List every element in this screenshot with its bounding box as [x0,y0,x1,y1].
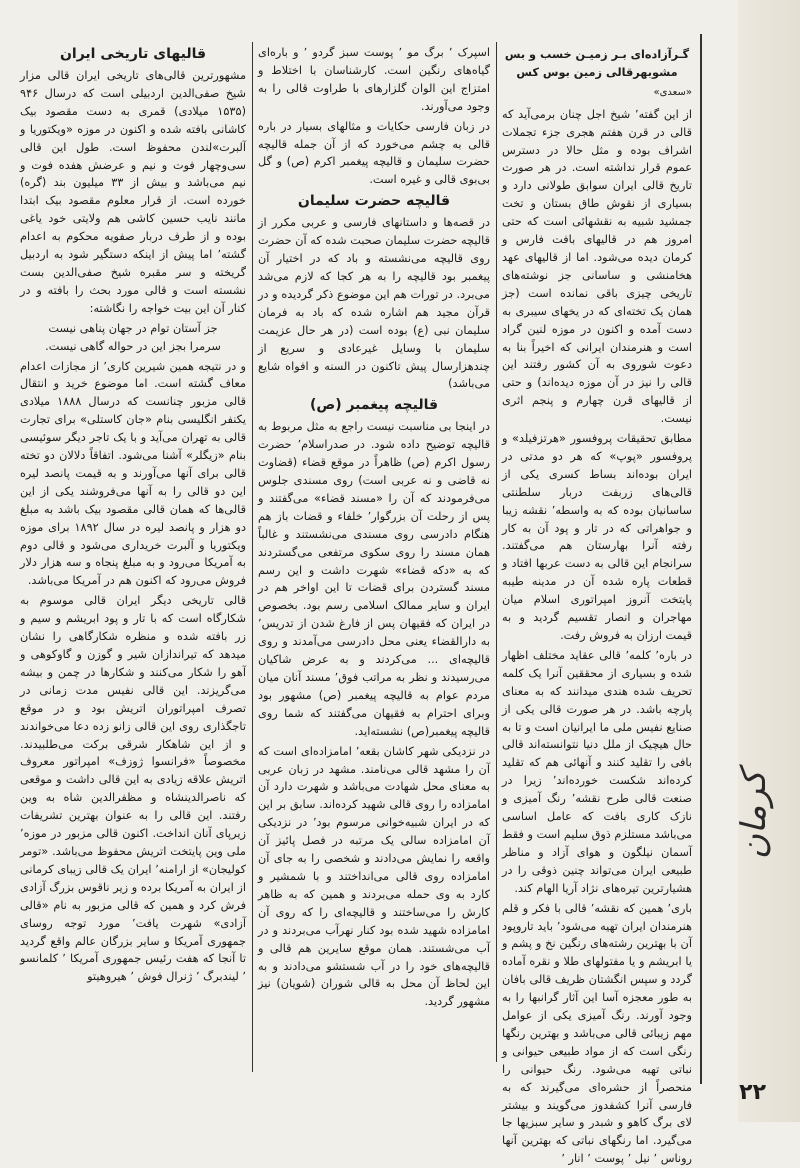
magazine-logo: کرمان [734,770,774,860]
section-heading: قالیهای تاریخی ایران [59,46,207,62]
paragraph: در اینجا بی مناسبت نیست راجع به مثل مربوط به قالیچه توضیح داده شود. در صدراسلام٬ حضرت رسول اکرم (ص) ظاهراً در موقع قضاء (قضاوت نه قاضی و نه عربی است) روی مسندی جلوس می‌فرمودند که آن را «مسند قضاء» می‌گفتند و پس از رحلت آن بزرگوار٬ خلفاء و قضات باز هم هنگام دادرسی روی مسندی می‌نشستند و غالباً همان مسند را روی سکوی مرتفعی می‌گستردند که به «دکه قضاء» شهرت داشت و این رسم مسند گستردن برای قضات تا این اواخر هم در ایران و سایر ممالک اسلامی رسم بود. بخصوص در ایران که فقیهان پس از فارغ شدن از تدریس٬ به دارالقضاء یعنی محل دادرسی می‌آمدند و روی قالیچه‌ای ... می‌کردند و به عرض شاکیان می‌رسیدند و نظر به مراتب فوق٬ مسند آنان میان مردم عوام به قالیچه پیغمبر (ص) مشهور بود وبرای احترام به فقیهان می‌گفتند که شما روی قالیچه پیغمبر(ص) نشسته‌اید. [258,420,490,738]
paragraph: باری٬ همین که نقشه٬ قالی با فکر و قلم هنرمندان ایران تهیه می‌شود٬ باید تاروپود آن با بهترین رشته‌های رنگین نخ و پشم و یا ابریشم و یا مفتولهای طلا و نقره آماده گردد و سپس انگشتان ظریف قالی بافان به طور معجزه آسا این آثار گرانبها را به وجود آورند. رنگ آمیزی یکی از عوامل مهم زیبائی قالی می‌باشد و بهترین رنگها رنگی است که از مواد طبیعی حیوانی و نباتی تهیه می‌شود. رنگ حیوانی را منحصراً از حشره‌ای می‌گیرند که به فارسی آنرا کشفدوز می‌گویند و بیشتر لای برگ کاهو و شبدر و سایر سبزیها جا می‌گیرد. اما رنگهای نباتی که بهترین آنها روناس ٬ نیل ٬ پوست ٬ انار ٬ [502,901,693,1166]
paragraph: در زبان فارسی حکایات و مثالهای بسیار در باره قالی به چشم می‌خورد که از آن جمله قالیچه حضرت سلیمان و قالیچه پیغمبر اکرم (ص) و گل بی‌بوی قالی و غیره است. [258,119,490,187]
column-divider-right [496,42,497,1062]
poem-verse: گـرآزاده‌ای بـر زمیـن خسب و بس مشوبهرقالی زمین بوس کس [504,48,690,79]
paragraph: در نزدیکی شهر کاشان بقعه٬ امامزاده‌ای است که آن را مشهد قالی می‌نامند. مشهد در زبان عربی به معنای محل شهادت می‌باشد و شهرت دارد آن امامزاده را روی قالی شهید کرده‌اند. سابق بر این که در ایران شبیه‌خوانی مرسوم بود٬ در نزدیکی آن امامزاده سالی یک مرتبه در فصل پائیز آن واقعه را نمایش می‌دادند و شخصی را به جای آن امامزاده روی قالی می‌انداختند و با شمشیر و کارد به وی حمله می‌بردند و همین که به ظاهر کارش را می‌ساختند و قالیچه‌ای را که روی آن امامزاده شهید شده بود کنار نهرآب می‌بردند و در آب می‌شستند. همان موقع سایرین هم قالی و قالیچه‌های خود را در آب شستشو می‌دادند و به این لحاظ آن محل به قالی شوران (شویان) نیز مشهور گردید. [258,744,491,1009]
margin-rule [700,34,702,1084]
poem-attribution: «سعدی» [653,86,692,98]
column-divider-left [252,42,253,1072]
section-heading: قالیچه حضرت سلیمان [297,193,451,210]
article-column-right [502,44,693,1166]
page-number: ۲۲ [739,1080,766,1105]
article-column-middle [258,44,490,1074]
article-column-left [20,42,246,1082]
paragraph: از این گفته٬ شیخ اجل چنان برمی‌آید که قالی در قرن هفتم هجری جزء تجملات اشراف بوده و مثل حالا در دسترس عموم قرار نداشته است. در هر صورت تاریخ قالی ایران سوابق طولانی دارد و بسیاری از نقوش طاق بستان و تخت جمشید شبیه به نقشهائی است که حتی امروز هم در قالیهای بافت فارس و کرمان دیده می‌شود. اما از قالیهای عهد هخامنشی و ساسانی جز نوشته‌های تاریخی چیزی باقی نمانده است (جز همان یک تخته‌ای که در یخهای سیبری به دست آمده و اکنون در موزه لنین گراد است و هنرمندان ایرانی که اخیراً بنا به دعوت شوروی به آن کشور رفتند این قالی را نیز در آن موزه دیده‌اند) و حتی از قالیهای قرن چهارم و پنجم اثری نیست. [502,107,692,426]
paragraph: و در نتیجه همین شیرین کاری٬ از مجازات اعدام معاف گشته است. اما موضوع خرید و انتقال قالی مزبور چنانست که درسال ۱۸۸۸ میلادی یکنفر انگلیسی بنام «جان کاستلی» برای تجارت قالی به تهران می‌آید و با یک تاجر دیگر سوئیسی بنام «زیگلر» آشنا می‌شود. اتفاقاً دلالان دو تخته قالی برای آنها می‌آورند و به قیمت پانصد لیره این دو قالی را به آنها می‌فروشند یکی از این قالی‌ها که همان قالی مقصود بیک باشد به مبلغ دو هزار و پانصد لیره در سال ۱۸۹۲ برای موزه ویکتوریا و آلبرت خریداری می‌شود و قالی دوم به آمریکا می‌رود و به مبلغ پنجاه و سه هزار دلار فروش می‌رود که اکنون هم در آمریکا می‌باشد. [20,359,247,588]
paragraph: قالی تاریخی دیگر ایران قالی موسوم به شکارگاه است که با تار و پود ابریشم و سیم و زر بافته شده و منظره شکارگاهی را نشان میدهد که تیراندازان شیر و گوزن و گاوکوهی و آهو را شکار می‌کنند و شکارها در چمن و بیشه می‌گریزند. این قالی نفیس مدت زمانی در تصرف امپراتوران اتریش بود و در موقع تاجگذاری روی این قالی زانو زده دعا می‌خواندند و از این شاهکار شرقی برکت می‌طلبیدند. مخصوصاً «فرانسوا ژوزف» امپراتور معروف اتریش علاقه زیادی به این قالی داشت و موقعی که ناصرالدینشاه و مظفرالدین شاه به وین رفتند. این قالی را به عنوان بهترین تشریفات زیرپای آنان انداخت. اکنون قالی مزبور در موزه٬ ملی وین پایتخت اتریش محفوظ می‌باشد. «تومر کولیجان» از ارامنه٬ ایران یک قالی زیبای کرمانی از ایران به آمریکا برده و زیر ناقوس بزرگ آزادی فرش کرد و همین که قالی مزبور به نام «قالی آزادی» شهرت یافت٬ مورد توجه روسای جمهوری آمریکا و سایر بزرگان عالم واقع گردید تا آنجا که هفت رئیس جمهوری آمریکا ٬ کلمانسو ٬ لیندبرگ ٬ ژنرال فوش ٬ هیروهیتو [20,594,246,984]
paragraph: در باره٬ کلمه٬ قالی عقاید مختلف اظهار شده و بسیاری از محققین آنرا یک کلمه تحریف شده هندی میدانند که به معنای پارچه باشد. در هر صورت قالی یکی از صنایع نفیس ملی ما ایرانیان است و تا به حال هیچیک از ملل دنیا نتوانسته‌اند قالی بافی را تقلید کنند و آنهائی هم که تقلید کرده‌اند شکست خورده‌اند٬ زیرا در صنعت قالی طرح نقشه٬ رنگ آمیزی و نازک کاری بافت که عامل اساسی می‌باشد مستلزم ذوق سلیم است و فقط آسمان نیلگون و هوای آزاد و مناظر طبیعی ایران می‌تواند چنین ذوقی را در هشیارترین تیره‌های نژاد آریا الهام کند. [502,648,692,895]
paragraph: مطابق تحقیقات پروفسور «هرتزفیلد» و پروفسور «پوپ» که هر دو مدتی در ایران بوده‌اند بساط کسری یکی از قالی‌های زربفت دربار سلطنتی ساسانیان بوده که به واسطه٬ نقشه زیبا و جواهراتی که در تار و پود آن به کار رفته آنرا بهارستان هم می‌گفتند. سرانجام این قالی به دست عربها افتاد و قطعات پاره شده آن در مدینه طیبه پایتخت آنروز امپراتوری اسلام میان مهاجران و انصار تقسیم گردید و به قیمت ارزان به فروش رفت. [502,432,692,642]
paragraph: مشهورترین قالی‌های تاریخی ایران قالی مزار شیخ صفی‌الدین اردبیلی است که درسال ۹۴۶ (۱۵۳۵ میلادی) قمری به دست مقصود بیک کاشانی بافته شده و اکنون در موزه «ویکتوریا و آلبرت»لندن محفوظ است. طول این قالی سی‌وچهار فوت و نیم و عرضش هفده فوت و نیم می‌باشد و بیش از ۳۳ میلیون بند (گره) خورده است. از قرار معلوم مقصود بیک ابتدا مانند نایب حسین کاشی هم ولایتی خود یاغی بوده و از طرف دربار صفویه محکوم به اعدام گشته٬ اما پیش از اینکه دستگیر شود به اردبیل گریخته و سر مقبره شیخ صفی‌الدین بست نشسته است و قالی مورد بحث را بافته و در کنار آن این بیت خواجه را نگاشته: [20,69,246,315]
paragraph: اسپرک ٬ برگ مو ٬ پوست سبز گردو ٬ و باره‌ای گیاه‌های رنگین است. کارشناسان با اختلاط و امتزاج این الوان گلزارهای با طراوت قالی را به وجود می‌آورند. [258,46,491,113]
section-heading: قالیچه پیغمبر (ص) [309,397,439,414]
page-margin-decoration [738,0,800,1122]
paragraph: در قصه‌ها و داستانهای فارسی و عربی مکرر از قالیچه حضرت سلیمان صحبت شده که آن حضرت روی قالیچه می‌نشسته و باد که در اختیار آن پیغمبر بود قالیچه را به هر کجا که لازم می‌شد می‌برد. در تورات هم این موضوع ذکر گردیده و در قرآن مجید هم اشاره شده که باد به فرمان سلیمان نبی (ع) بوده است (در هر حال عزیمت سلیمان با وسایل غیرعادی و سریع از چندهزارسال پیش تاکنون در السنه و افواه شایع می‌باشد) [258,216,490,391]
poem-verse: جز آستان توام در جهان پناهی نیست سرمرا بجز این در حواله گاهی نیست. [45,321,221,353]
